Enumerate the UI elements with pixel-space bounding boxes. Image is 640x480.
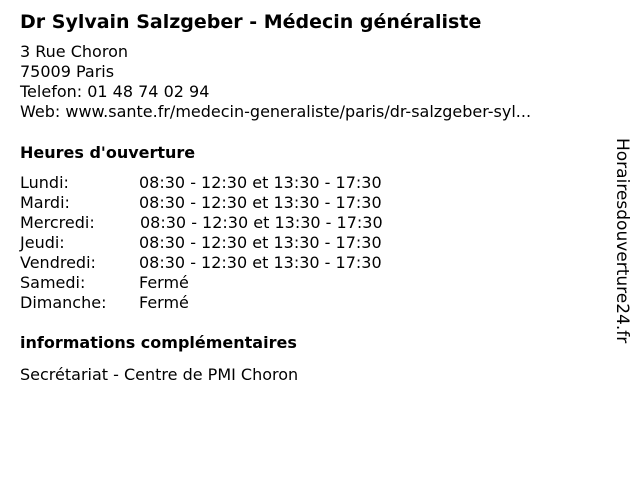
- info-text: Secrétariat - Centre de PMI Choron: [20, 365, 299, 384]
- page-title: Dr Sylvain Salzgeber - Médecin généraliste: [20, 11, 482, 33]
- address-street: 3 Rue Choron: [20, 42, 128, 61]
- hours-row-mercredi: [20, 213, 600, 233]
- day-hours: 08:30 - 12:30 et 13:30 - 17:30: [139, 253, 382, 272]
- day-hours: Fermé: [139, 293, 189, 312]
- day-hours: 08:30 - 12:30 et 13:30 - 17:30: [139, 233, 382, 252]
- day-label: Samedi:: [20, 273, 86, 292]
- day-label: Dimanche:: [20, 293, 107, 312]
- hours-heading: Heures d'ouverture: [20, 143, 196, 162]
- day-hours: 08:30 - 12:30 et 13:30 - 17:30: [139, 193, 382, 212]
- hours-row-vendredi: [20, 253, 600, 273]
- listing-card: [20, 8, 600, 385]
- day-hours: 08:30 - 12:30 et 13:30 - 17:30: [140, 213, 383, 232]
- info-heading: informations complémentaires: [20, 333, 297, 352]
- day-label: Vendredi:: [20, 253, 96, 272]
- phone-line: Telefon: 01 48 74 02 94: [20, 82, 210, 101]
- day-label: Lundi:: [20, 173, 69, 192]
- hours-row-dimanche: [20, 293, 600, 313]
- day-hours: 08:30 - 12:30 et 13:30 - 17:30: [139, 173, 382, 192]
- hours-row-lundi: [20, 173, 600, 193]
- day-hours: Fermé: [139, 273, 189, 292]
- day-label: Mardi:: [20, 193, 70, 212]
- hours-row-jeudi: [20, 233, 600, 253]
- day-label: Jeudi:: [20, 233, 65, 252]
- hours-row-mardi: [20, 193, 600, 213]
- site-watermark: [604, 136, 640, 346]
- site-watermark-text: Horairesdouverture24.fr: [612, 138, 632, 344]
- address-city: 75009 Paris: [20, 62, 115, 81]
- website-link[interactable]: Web: www.sante.fr/medecin-generaliste/paris/dr-salzgeber-syl...: [20, 102, 532, 121]
- hours-row-samedi: [20, 273, 600, 293]
- day-label: Mercredi:: [20, 213, 95, 232]
- hours-table: [20, 173, 600, 313]
